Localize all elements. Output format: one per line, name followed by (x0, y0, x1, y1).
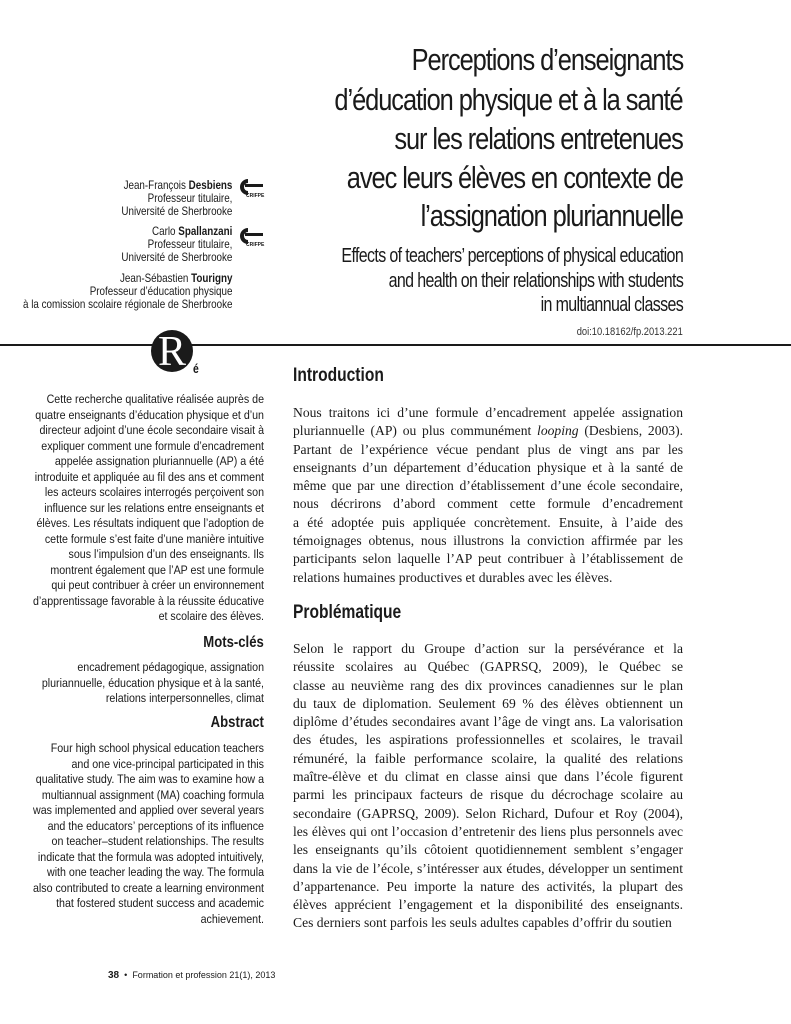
resume-line: introduite et appliquée au fil des ans et comment (34, 469, 264, 484)
abstract-line: Four high school physical education teachers (50, 741, 264, 755)
body-line: relations humaines productives et durables avec les élèves. (293, 569, 613, 585)
introduction-body (293, 404, 683, 587)
author-affiliation: Université de Sherbrooke (120, 204, 232, 218)
title-line: l’assignation pluriannuelle (420, 198, 683, 233)
abstract-heading: Abstract (210, 714, 264, 731)
body-line: les élèves qui ont l’occasion d’entretenir des liens plus personnels avec (293, 823, 683, 839)
abstract-line: and one vice-principal participated in this (71, 756, 265, 771)
abstract-line: was implemented and applied over several years (32, 803, 264, 817)
author-block (121, 179, 232, 218)
body-line: élèves apprécient l’engagement et la disponibilité des enseignants. (293, 897, 683, 913)
resume-line: montrent également que l’AP est une formule (50, 562, 265, 577)
resume-line: appelée assignation pluriannuelle (AP) a été (54, 454, 264, 468)
mots-cles-heading: Mots-clés (203, 634, 264, 651)
author-last-name: Spallanzani (177, 224, 232, 238)
italic-term: looping (537, 423, 579, 439)
resume-line: Cette recherche qualitative réalisée auprès de (46, 392, 264, 406)
problematique-heading: Problématique (293, 602, 402, 623)
keyword-line: relations interpersonnelles, climat (105, 691, 264, 705)
resume-line: directeur adjoint d’une école secondaire visait à (39, 423, 264, 437)
resume-line: expliquer comment une formule d’encadrement (41, 438, 265, 453)
resume-line: les acteurs scolaires interrogés perçoivent son (44, 485, 264, 499)
resume-drop-cap: R (151, 330, 193, 372)
author-block (23, 272, 232, 311)
body-line: rémunéré, la faible performance scolaire, la qualité des relations (293, 750, 683, 766)
resume-line: influence sur les relations entre enseignants et (44, 500, 265, 515)
resume-heading-rest: é (193, 361, 199, 376)
body-line: Selon le rapport du Groupe d’action sur la persévérance et la (293, 641, 683, 656)
author-affiliation: Université de Sherbrooke (120, 250, 232, 264)
title-line: avec leurs élèves en contexte de (346, 160, 683, 195)
body-line: a été adoptée puis appliquée concrètement. Ensuite, à l’aide des (293, 514, 683, 530)
author-first-name: Jean-Sébastien (119, 271, 188, 285)
abstract-line: qualitative study. The aim was to examine how a (35, 772, 264, 786)
subtitle-line: and health on their relationships with students (388, 270, 683, 292)
body-line: des études, les aspirations professionnelles et scolaires, le travail (293, 732, 683, 748)
abstract-line: achievement. (200, 911, 264, 926)
author-affiliation: à la comission scolaire régionale de Sherbrooke (22, 297, 232, 311)
body-line: diplôme d’études secondaires avant l’âge de vingt ans. La valorisation (293, 714, 683, 730)
body-line: Partant de l’expérience vécue pendant plus de vingt ans par les (293, 441, 683, 457)
author-title: Professeur titulaire, (147, 237, 232, 251)
body-line: maître-élève et du climat en classe ainsi que dans l’école figurent (293, 769, 683, 785)
abstract-line: indicate that the formula was adopted intuitively, (37, 849, 264, 864)
resume-text (24, 392, 264, 625)
abstract-line: on teacher–student relationships. The results (51, 834, 264, 848)
body-line: parmi les principaux facteurs de risque du décrochage scolaire au (293, 787, 683, 803)
resume-line: sous l’impulsion d’un des enseignants. Ils (68, 547, 264, 561)
body-line: nous décrirons d’abord comment cette formule d’encadrement (293, 496, 683, 512)
crifpe-logo-icon (239, 227, 265, 247)
resume-line: et scolaire des élèves. (158, 609, 264, 623)
body-line: participants selon laquelle l’AP peut contribuer à l’établissement de (293, 551, 683, 567)
body-line: enseignants d’un département d’éducation physique et à la santé de (293, 459, 683, 475)
body-line: témoignages obtenus, nous illustrons la conviction affirmée par les (293, 533, 683, 549)
resume-line: d’apprentissage favorable à la réussite éducative (32, 593, 265, 608)
page-footer (108, 970, 275, 981)
footer-bullet: • (124, 970, 128, 980)
title-line: sur les relations entretenues (394, 121, 683, 156)
mots-cles-text (24, 660, 264, 707)
abstract-line: that fostered student success and academic (56, 896, 264, 910)
body-line: les enseignants qu’ils côtoient quotidiennement semblent s’engager (293, 842, 683, 858)
body-line: secondaire (GAPRSQ, 2009). Selon Richard, Dufour et Roy (2004), (293, 805, 683, 821)
body-line: réussite scolaires au Québec (GAPRSQ, 2009), le Québec se (293, 659, 683, 675)
body-line: du taux de diplomation. Seulement 69 % des élèves obtiennent un (293, 695, 683, 711)
author-last-name: Desbiens (188, 178, 232, 192)
title-line: d’éducation physique et à la santé (334, 82, 683, 117)
abstract-text (24, 741, 264, 927)
body-line: dans la vie de l’école, s’intéresser aux études, développer un sentiment (293, 860, 683, 876)
keyword-line: pluriannuelle, éducation physique et à la santé, (41, 675, 264, 690)
keyword-line: encadrement pédagogique, assignation (77, 660, 264, 674)
crifpe-logo-icon (239, 178, 265, 198)
title-line: Perceptions d’enseignants (411, 42, 683, 77)
resume-line: quatre enseignants d’éducation physique et d’un (35, 407, 264, 422)
doi[interactable]: doi:10.18162/fp.2013.221 (576, 326, 683, 338)
section-divider (0, 344, 791, 346)
introduction-heading: Introduction (293, 365, 384, 386)
logo-text: CRIFPE (246, 193, 265, 198)
author-block (121, 225, 232, 264)
abstract-line: and the educators’ perceptions of its influence (47, 818, 264, 833)
body-line: Ces derniers sont parfois les seuls adultes capables d’offrir du soutien (293, 915, 672, 931)
problematique-body (293, 640, 683, 933)
resume-line: élèves. Les résultats indiquent que l’adoption de (36, 516, 265, 530)
body-line: même que par une direction d’établissement d’une école secondaire, (293, 478, 683, 494)
author-first-name: Carlo (151, 224, 176, 238)
body-line: Nous traitons ici d’une formule d’encadrement appelée assignation (293, 405, 683, 420)
author-last-name: Tourigny (190, 271, 232, 285)
abstract-line: with one teacher leading the way. The formula (46, 865, 265, 879)
page-number: 38 (108, 970, 120, 981)
body-line: d’appartenance. Peu importe la nature des activités, la plupart des (293, 878, 683, 894)
body-line: pluriannuelle (AP) ou plus communément looping (Desbiens, 2003). (293, 423, 684, 439)
abstract-line: multiannual assignment (MA) coaching formula (41, 787, 265, 802)
author-title: Professeur d’éducation physique (89, 284, 232, 298)
resume-line: qui peut contribuer à créer un environnement (51, 578, 265, 592)
author-first-name: Jean-François (123, 178, 186, 192)
abstract-line: also contributed to create a learning environment (32, 880, 265, 895)
subtitle-line: in multiannual classes (540, 294, 683, 316)
subtitle-line: Effects of teachers’ perceptions of physical education (341, 245, 683, 267)
body-line: classe au neuvième rang des dix provinces canadiennes sur le plan (293, 677, 683, 693)
author-title: Professeur titulaire, (147, 191, 232, 205)
resume-line: cette formule s’est faite d’une manière intuitive (44, 531, 264, 546)
journal-reference: Formation et profession 21(1), 2013 (132, 970, 276, 980)
logo-text: CRIFPE (246, 242, 265, 247)
